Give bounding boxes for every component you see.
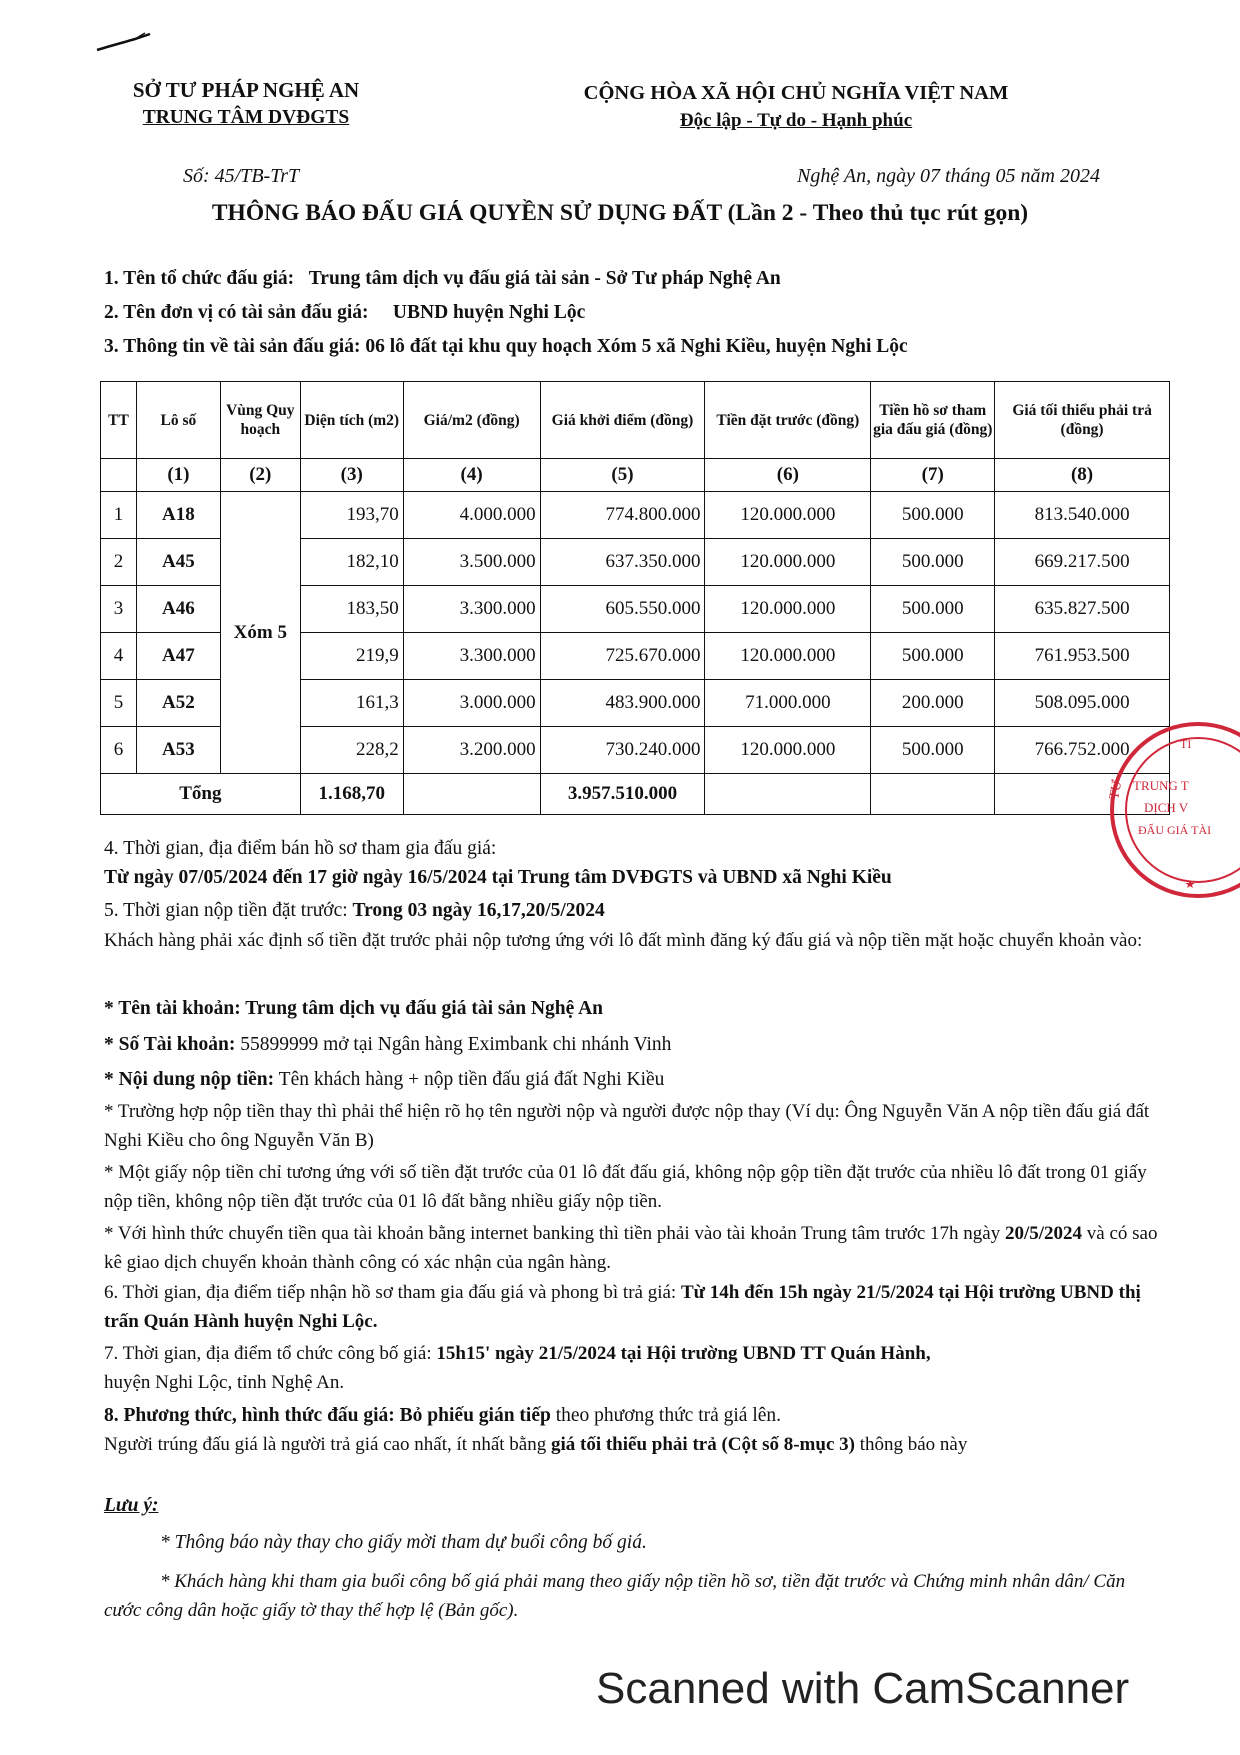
cell-price-m2: 4.000.000 [403, 492, 540, 539]
table-index-row [101, 459, 1170, 492]
header-deposit: Tiền đặt trước (đồng) [705, 382, 871, 459]
section-5-text: Khách hàng phải xác định số tiền đặt trước phải nộp tương ứng với lô đất mình đăng ký đấu giá và nộp tiền mặt hoặc chuyển khoản vào: [104, 930, 1143, 951]
cell-deposit: 120.000.000 [705, 727, 871, 774]
cell-lot: A47 [136, 633, 220, 680]
cell-min: 669.217.500 [995, 539, 1170, 586]
table-total-row [101, 774, 1170, 815]
cell-tt: 1 [101, 492, 137, 539]
cell-area: 228,2 [300, 727, 403, 774]
bullet-account-number-label: * Số Tài khoản: [104, 1034, 236, 1055]
cell-min: 635.827.500 [995, 586, 1170, 633]
section-6-value: Từ 14h đến 15h ngày 21/5/2024 tại Hội trường UBND thị trấn Quán Hành huyện Nghi Lộc. [104, 1282, 1141, 1332]
index-cell: (4) [403, 459, 540, 492]
cell-start: 637.350.000 [540, 539, 705, 586]
note-1: * Thông báo này thay cho giấy mời tham dự buổi công bố giá. [160, 1532, 647, 1553]
item-2-value: UBND huyện Nghi Lộc [392, 302, 586, 323]
index-cell: (8) [995, 459, 1170, 492]
cell-start: 483.900.000 [540, 680, 705, 727]
header-fee: Tiền hồ sơ tham gia đấu giá (đồng) [871, 382, 995, 459]
cell-area: 219,9 [300, 633, 403, 680]
cell-deposit: 120.000.000 [705, 633, 871, 680]
item-1-label: 1. Tên tổ chức đấu giá: [104, 268, 295, 289]
item-3: 3. Thông tin về tài sản đấu giá: 06 lô đất tại khu quy hoạch Xóm 5 xã Nghi Kiều, huyện Nghi Lộc [104, 336, 908, 357]
center-name: TRUNG TÂM DVĐGTS [142, 107, 350, 128]
cell-area: 182,10 [300, 539, 403, 586]
total-label: Tổng [101, 774, 301, 815]
section-5-label: 5. Thời gian nộp tiền đặt trước: [104, 900, 348, 921]
cell-start: 774.800.000 [540, 492, 705, 539]
section-8-text-a: Người trúng đấu giá là người trả giá cao nhất, ít nhất bằng [104, 1434, 551, 1455]
cell-min: 813.540.000 [995, 492, 1170, 539]
cell-area: 183,50 [300, 586, 403, 633]
bullet-payment-content-label: * Nội dung nộp tiền: [104, 1069, 275, 1090]
cell-zone: Xóm 5 [220, 492, 300, 774]
cell-tt: 6 [101, 727, 137, 774]
motto: Độc lập - Tự do - Hạnh phúc [679, 110, 913, 131]
section-8-label: 8. Phương thức, hình thức đấu giá: [104, 1405, 400, 1426]
header-start-price: Giá khởi điểm (đồng) [540, 382, 705, 459]
bullet-payment-content [104, 1068, 664, 1092]
note-title: Lưu ý: [104, 1495, 159, 1516]
seal-line-1: TRUNG T [1133, 778, 1189, 793]
cell-fee: 200.000 [871, 680, 995, 727]
bullet-banking-text-a: * Với hình thức chuyển tiền qua tài khoản bằng internet banking thì tiền phải vào tài khoản Trung tâm trước 17h ngày [104, 1223, 1005, 1244]
cell-lot: A18 [136, 492, 220, 539]
header-min-price: Giá tối thiểu phải trả (đồng) [995, 382, 1170, 459]
section-8-method: Bỏ phiếu gián tiếp [399, 1405, 551, 1426]
cell-fee: 500.000 [871, 492, 995, 539]
cell-price-m2: 3.000.000 [403, 680, 540, 727]
cell-price-m2: 3.200.000 [403, 727, 540, 774]
bullet-account-number [104, 1033, 671, 1057]
section-5 [104, 899, 605, 923]
cell-lot: A45 [136, 539, 220, 586]
cell-deposit: 71.000.000 [705, 680, 871, 727]
seal-edge-top: TỈ [1180, 737, 1192, 751]
item-2 [104, 301, 585, 325]
total-area: 1.168,70 [300, 774, 403, 815]
cell-tt: 2 [101, 539, 137, 586]
cell-fee: 500.000 [871, 586, 995, 633]
cell-price-m2: 3.500.000 [403, 539, 540, 586]
index-cell: (3) [300, 459, 403, 492]
header-lot: Lô số [136, 382, 220, 459]
cell-min: 766.752.000 [995, 727, 1170, 774]
index-cell: (6) [705, 459, 871, 492]
bullet-account-number-text: 55899999 mở tại Ngân hàng Eximbank chi nhánh Vinh [240, 1034, 672, 1055]
cell-lot: A53 [136, 727, 220, 774]
cell-tt: 4 [101, 633, 137, 680]
cell-lot: A52 [136, 680, 220, 727]
header-tt: TT [101, 382, 137, 459]
header-zone: Vùng Quy hoạch [220, 382, 300, 459]
section-7-location: huyện Nghi Lộc, tỉnh Nghệ An. [104, 1372, 345, 1393]
cell-min: 508.095.000 [995, 680, 1170, 727]
index-cell: (2) [220, 459, 300, 492]
section-8-text-c: thông báo này [854, 1434, 968, 1455]
cell-tt: 5 [101, 680, 137, 727]
country-name: CỘNG HÒA XÃ HỘI CHỦ NGHĨA VIỆT NAM [583, 82, 1009, 104]
cell-deposit: 120.000.000 [705, 492, 871, 539]
section-7-value: 15h15' ngày 21/5/2024 tại Hội trường UBND TT Quán Hành, [436, 1343, 931, 1364]
camscanner-watermark: Scanned with CamScanner [596, 1664, 1130, 1713]
seal-line-2: DỊCH V [1144, 800, 1189, 815]
cell-area: 161,3 [300, 680, 403, 727]
official-seal-icon [1078, 720, 1212, 900]
document-date: Nghệ An, ngày 07 tháng 05 năm 2024 [797, 165, 1100, 187]
item-2-label: 2. Tên đơn vị có tài sản đấu giá: [104, 302, 369, 323]
cell-tt: 3 [101, 586, 137, 633]
cell-price-m2: 3.300.000 [403, 633, 540, 680]
cell-deposit: 120.000.000 [705, 539, 871, 586]
page-title: THÔNG BÁO ĐẤU GIÁ QUYỀN SỬ DỤNG ĐẤT (Lần 2 - Theo thủ tục rút gọn) [211, 200, 1029, 226]
section-4-title: 4. Thời gian, địa điểm bán hồ sơ tham gia đấu giá: [104, 838, 497, 859]
section-8-text-b: giá tối thiểu phải trả (Cột số 8-mục 3) [550, 1434, 855, 1455]
table-row [101, 492, 1170, 539]
cell-start: 725.670.000 [540, 633, 705, 680]
cell-fee: 500.000 [871, 539, 995, 586]
index-cell: (5) [540, 459, 705, 492]
header-price-m2: Giá/m2 (đồng) [403, 382, 540, 459]
document-number: Số: 45/TB-TrT [183, 165, 300, 187]
bullet-banking-text-b: và có sao kê giao dịch chuyển khoản thành công có xác nhận của ngân hàng. [104, 1223, 1158, 1273]
note-2: * Khách hàng khi tham gia buổi công bố giá phải mang theo giấy nộp tiền hồ sơ, tiền đặt trước và Chứng minh nhân dân/ Căn cước công dân hoặc giấy tờ thay thế hợp lệ (Bản gốc). [104, 1571, 1126, 1621]
bullet-internet-banking [104, 1219, 1164, 1277]
total-start: 3.957.510.000 [540, 774, 705, 815]
section-7-label: 7. Thời gian, địa điểm tổ chức công bố giá: [104, 1343, 437, 1364]
agency-name: SỞ TƯ PHÁP NGHỆ AN [132, 78, 360, 102]
bullet-account-name: * Tên tài khoản: Trung tâm dịch vụ đấu giá tài sản Nghệ An [104, 998, 604, 1019]
cell-area: 193,70 [300, 492, 403, 539]
cell-start: 605.550.000 [540, 586, 705, 633]
item-1 [104, 267, 781, 291]
lots-table [100, 381, 1170, 815]
table-header-row [101, 382, 1170, 459]
section-8-rest: theo phương thức trả giá lên. [550, 1405, 782, 1426]
pen-mark-icon [95, 30, 155, 54]
cell-lot: A46 [136, 586, 220, 633]
index-cell: (1) [136, 459, 220, 492]
cell-fee: 500.000 [871, 727, 995, 774]
section-8 [104, 1404, 781, 1428]
index-cell: (7) [871, 459, 995, 492]
cell-min: 761.953.500 [995, 633, 1170, 680]
bullet-proxy-payment: * Trường hợp nộp tiền thay thì phải thể hiện rõ họ tên người nộp và người được nộp thay (Ví dụ: Ông Nguyễn Văn A nộp tiền đấu giá đất Nghi Kiều cho ông Nguyễn Văn B) [104, 1101, 1150, 1151]
cell-fee: 500.000 [871, 633, 995, 680]
section-6 [104, 1278, 1164, 1336]
section-8-text [104, 1430, 1164, 1459]
cell-deposit: 120.000.000 [705, 586, 871, 633]
bullet-payment-slip: * Một giấy nộp tiền chỉ tương ứng với số tiền đặt trước của 01 lô đất đấu giá, không nộp gộp tiền đặt trước của nhiều lô đất trong 01 giấy nộp tiền, không nộp tiền đặt trước của 01 lô đất bằng nhiều giấy nộp tiền. [104, 1162, 1147, 1212]
section-4-text: Từ ngày 07/05/2024 đến 17 giờ ngày 16/5/2024 tại Trung tâm DVĐGTS và UBND xã Nghi Kiều [104, 867, 892, 888]
seal-line-3: ĐẤU GIÁ TÀI [1138, 823, 1212, 837]
section-7 [104, 1339, 1164, 1397]
cell-price-m2: 3.300.000 [403, 586, 540, 633]
section-6-label: 6. Thời gian, địa điểm tiếp nhận hồ sơ tham gia đấu giá và phong bì trả giá: [104, 1282, 681, 1303]
header-area: Diện tích (m2) [300, 382, 403, 459]
cell-start: 730.240.000 [540, 727, 705, 774]
item-1-value: Trung tâm dịch vụ đấu giá tài sản - Sở Tư pháp Nghệ An [308, 268, 781, 289]
seal-edge-left: TƯ [1107, 778, 1126, 801]
bullet-banking-date: 20/5/2024 [1004, 1223, 1083, 1244]
bullet-payment-content-text: Tên khách hàng + nộp tiền đấu giá đất Nghi Kiều [278, 1069, 665, 1090]
section-5-value: Trong 03 ngày 16,17,20/5/2024 [352, 900, 605, 921]
